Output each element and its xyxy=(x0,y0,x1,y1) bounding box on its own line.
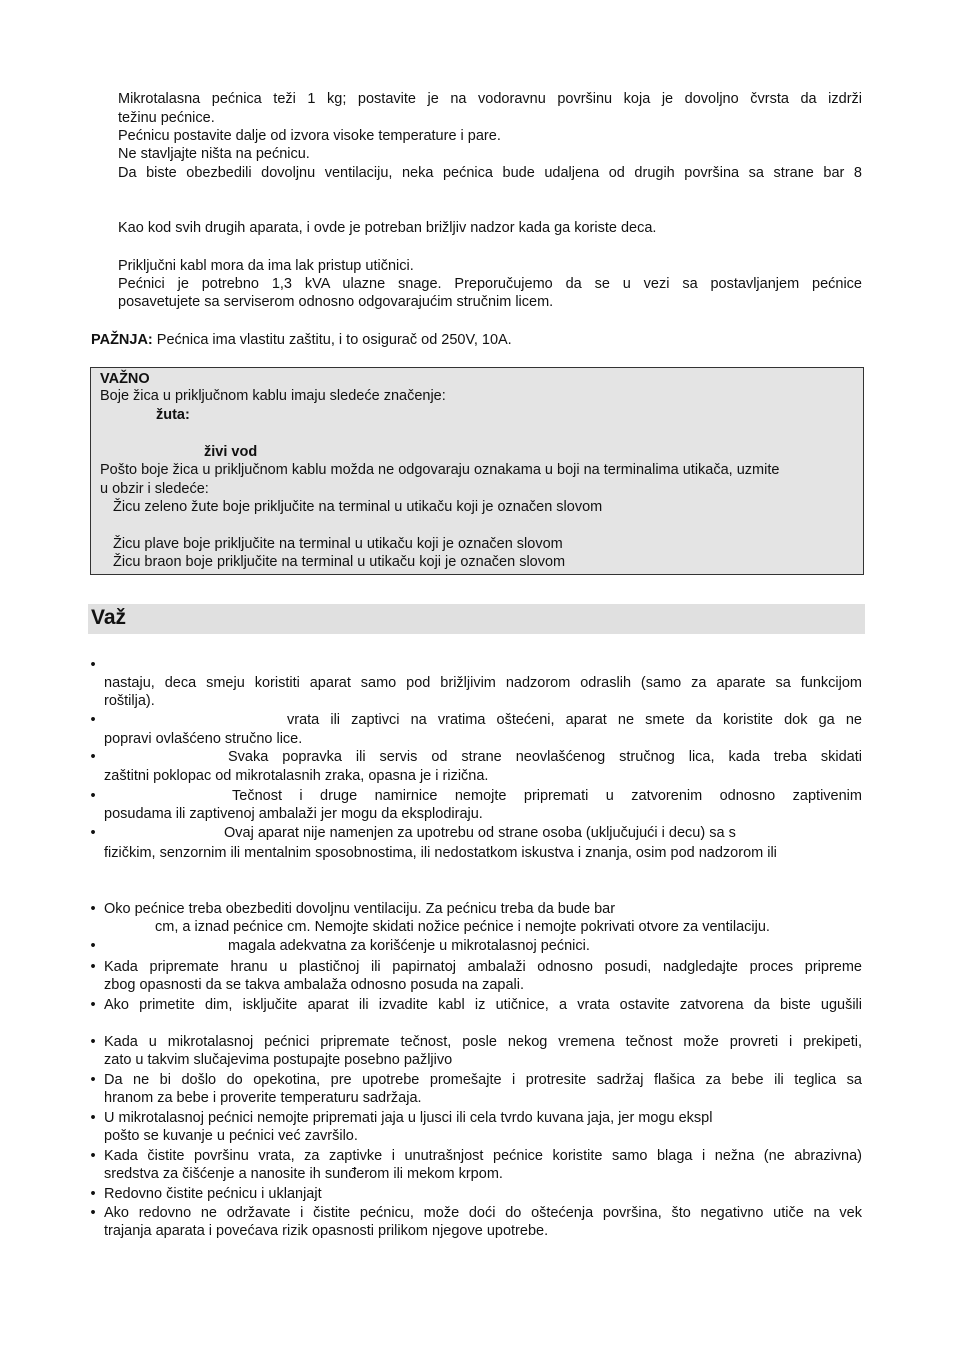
list-item-line: pošto se kuvanje u pećnici već završilo. xyxy=(104,1128,358,1144)
list-item-line: roštilja). xyxy=(104,693,155,709)
important-box-line: Boje žica u priključnom kablu imaju sledeće značenje: xyxy=(100,388,446,404)
list-item-line: Da ne bi došlo do opekotina, pre upotrebe promešajte i protresite sadržaj flašica za bebe ili teglica sa xyxy=(104,1072,862,1088)
bullet-icon: • xyxy=(90,712,96,728)
important-box-line: Žicu zeleno žute boje priključite na terminal u utikaču koji je označen slovom xyxy=(113,499,603,515)
list-item-line: posudama ili zaptivenoj ambalaži jer mogu da eksplodiraju. xyxy=(104,806,483,822)
intro-line: Ne stavljajte ništa na pećnicu. xyxy=(118,146,310,162)
list-item-line: Ako primetite dim, isključite aparat ili izvadite kabl iz utičnice, a vrata ostavite zatvorena da biste ugušili xyxy=(104,997,862,1013)
list-item-line: Kada čistite površinu vrata, za zaptivke i unutrašnjost pećnice koristite samo blaga i nežna (ne abrazivna) xyxy=(104,1148,862,1164)
list-item-line: zbog opasnosti da se takva ambalaža odnosno posuda na zapali. xyxy=(104,977,524,993)
bullet-icon: • xyxy=(90,749,96,765)
intro-line: posavetujete sa serviserom odnosno odgovarajućim stručnim licem. xyxy=(118,294,554,310)
intro-line: Priključni kabl mora da ima lak pristup utičnici. xyxy=(118,258,414,274)
important-box-title: VAŽNO xyxy=(100,371,150,387)
important-box-line: Pošto boje žica u priključnom kablu možda ne odgovaraju oznakama u boji na terminalima utikača, uzmite xyxy=(100,462,780,478)
list-item-line: cm, a iznad pećnice cm. Nemojte skidati nožice pećnice i nemojte pokrivati otvore za ventilaciju. xyxy=(155,919,770,935)
bullet-icon: • xyxy=(90,901,96,917)
bullet-icon: • xyxy=(90,1186,96,1202)
list-item-line: hranom za bebe i proverite temperaturu sadržaja. xyxy=(104,1090,422,1106)
list-item-line: Svaka popravka ili servis od strane neovlašćenog stručnog lica, kada treba skidati xyxy=(228,749,862,765)
important-box-line: u obzir i sledeće: xyxy=(100,481,209,497)
list-item-line: zaštitni poklopac od mikrotalasnih zraka, opasna je i rizična. xyxy=(104,768,489,784)
caution-text: Pećnica ima vlastitu zaštitu, i to osigurač od 250V, 10A. xyxy=(152,332,512,348)
list-item-line: sredstva za čišćenje a nanosite ih sunđerom ili mekom krpom. xyxy=(104,1166,503,1182)
caution-label: PAŽNJA: xyxy=(91,332,153,348)
list-item-line: fizičkim, senzornim ili mentalnim sposobnostima, ili nedostatkom iskustva i znanja, osim pod nadzorom ili xyxy=(104,845,777,861)
important-box-line: Žicu plave boje priključite na terminal u utikaču koji je označen slovom xyxy=(113,536,563,552)
intro-line: Mikrotalasna pećnica teži 1 kg; postavite je na vodoravnu površinu koja je dovoljno čvrsta da izdrži xyxy=(118,91,862,107)
list-item-line: trajanja aparata i povećava rizik opasnosti prilikom njegove upotrebe. xyxy=(104,1223,549,1239)
list-item-line: Kada u mikrotalasnoj pećnici pripremate tečnost, posle nekog vremena tečnost može provreti i prekipeti, xyxy=(104,1034,862,1050)
bullet-icon: • xyxy=(90,1205,96,1221)
important-box-line: žuta: xyxy=(156,407,190,423)
bullet-icon: • xyxy=(90,1034,96,1050)
bullet-icon: • xyxy=(90,1148,96,1164)
list-item-line: Oko pećnice treba obezbediti dovoljnu ventilaciju. Za pećnicu treba da bude bar xyxy=(104,901,616,917)
important-box-line: Žicu braon boje priključite na terminal u utikaču koji je označen slovom xyxy=(113,554,566,570)
intro-line: težinu pećnice. xyxy=(118,110,215,126)
intro-line: Pećnicu postavite dalje od izvora visoke temperature i pare. xyxy=(118,128,501,144)
bullet-icon: • xyxy=(90,997,96,1013)
caution-line xyxy=(91,331,512,349)
list-item-line: Ako redovno ne održavate i čistite pećnicu, može doći do oštećenja površina, što negativno utiče na vek xyxy=(104,1205,862,1221)
list-item-line: Redovno čistite pećnicu i uklanjajt xyxy=(104,1186,322,1202)
list-item-line: popravi ovlašćeno stručno lice. xyxy=(104,731,303,747)
bullet-icon: • xyxy=(90,788,96,804)
intro-line: Da biste obezbedili dovoljnu ventilaciju, neka pećnica bude udaljena od drugih površina sa strane bar 8 xyxy=(118,165,862,181)
list-item-line: Kada pripremate hranu u plastičnoj ili papirnatoj ambalaži odnosno posudi, nadgledajte proces pripreme xyxy=(104,959,862,975)
section-heading xyxy=(88,604,865,634)
important-box-line: živi vod xyxy=(204,444,258,460)
intro-line: Kao kod svih drugih aparata, i ovde je potreban brižljiv nadzor kada ga koriste deca. xyxy=(118,220,657,236)
list-item-line: magala adekvatna za korišćenje u mikrotalasnoj pećnici. xyxy=(228,938,590,954)
bullet-icon: • xyxy=(90,1110,96,1126)
list-item-line: zato u takvim slučajevima postupajte posebno pažljivo xyxy=(104,1052,453,1068)
list-item-line: U mikrotalasnoj pećnici nemojte pripremati jaja u ljusci ili cela tvrdo kuvana jaja, jer mogu ekspl xyxy=(104,1110,713,1126)
section-heading-text: Važ xyxy=(91,606,127,629)
list-item-line: Ovaj aparat nije namenjen za upotrebu od strane osoba (uključujući i decu) sa s xyxy=(224,825,736,841)
bullet-icon: • xyxy=(90,959,96,975)
bullet-icon: • xyxy=(90,657,96,673)
list-item-line: nastaju, deca smeju koristiti aparat samo pod brižljivim nadzorom odraslih (samo za aparate sa funkcijom xyxy=(104,675,862,691)
list-item-line: vrata ili zaptivci na vratima oštećeni, aparat ne smete da koristite dok ga ne xyxy=(287,712,862,728)
list-item-line: Tečnost i druge namirnice nemojte pripremati u zatvorenim odnosno zaptivenim xyxy=(232,788,862,804)
bullet-icon: • xyxy=(90,938,96,954)
intro-line: Pećnici je potrebno 1,3 kVA ulazne snage. Preporučujemo da se u vezi sa postavljanjem pećnice xyxy=(118,276,862,292)
bullet-icon: • xyxy=(90,1072,96,1088)
bullet-icon: • xyxy=(90,825,96,841)
